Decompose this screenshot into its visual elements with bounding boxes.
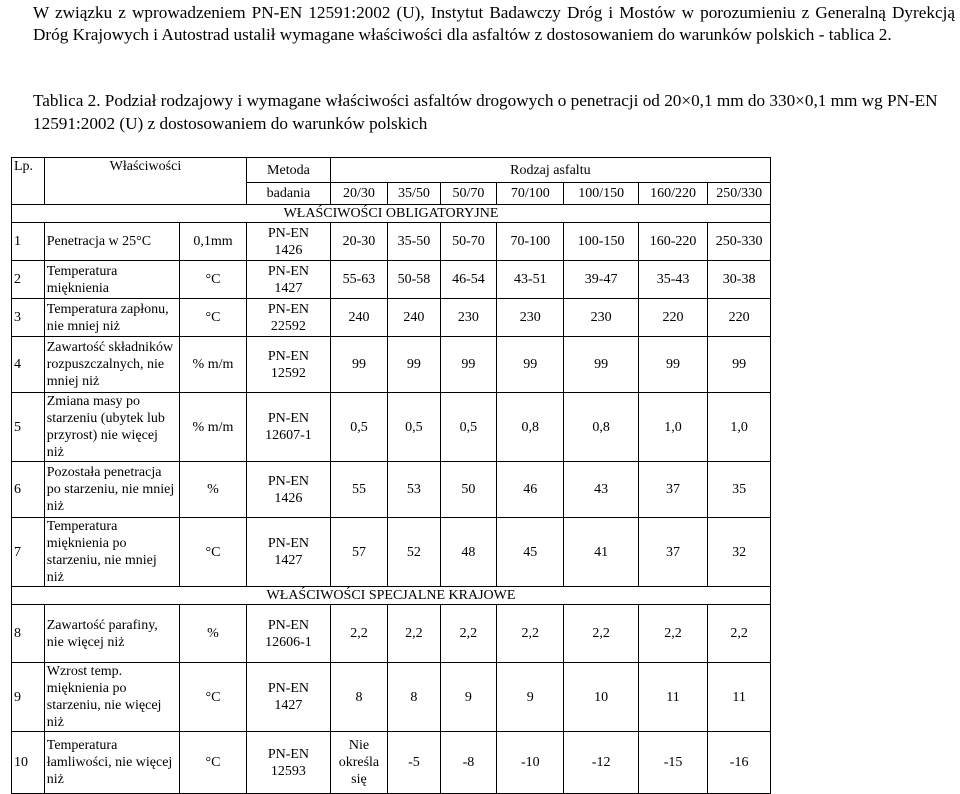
unit: °C [179,663,246,732]
grade-value: 99 [638,337,707,393]
grade-value: 57 [330,518,387,587]
header-method-2: badania [247,183,331,205]
section-title: WŁAŚCIWOŚCI SPECJALNE KRAJOWE [12,587,771,605]
unit: % [179,462,246,518]
grade-value: 99 [708,337,771,393]
unit: % m/m [179,393,246,462]
grade-header: 100/150 [564,183,638,205]
table-row [12,337,771,393]
grade-value: 41 [564,518,638,587]
grade-value: 0,5 [330,393,387,462]
row-number: 5 [12,393,45,462]
unit: °C [179,299,246,337]
test-method: PN-EN 1426 [247,462,331,518]
property-name: Temperatura mięknienia po starzeniu, nie mniej niż [44,518,179,587]
grade-value: 99 [497,337,564,393]
grade-value: 30-38 [708,261,771,299]
grade-value: 240 [388,299,441,337]
header-asphalt-type: Rodzaj asfaltu [330,158,770,183]
grade-header: 250/330 [708,183,771,205]
test-method: PN-EN 12607-1 [247,393,331,462]
grade-value: 230 [497,299,564,337]
table-row [12,732,771,794]
grade-value: 240 [330,299,387,337]
row-number: 1 [12,223,45,261]
grade-value: 39-47 [564,261,638,299]
grade-value: 37 [638,518,707,587]
row-number: 2 [12,261,45,299]
table-row [12,299,771,337]
section-title: WŁAŚCIWOŚCI OBLIGATORYJNE [12,205,771,223]
grade-header: 70/100 [497,183,564,205]
grade-value: 20-30 [330,223,387,261]
property-name: Zmiana masy po starzeniu (ubytek lub przyrost) nie więcej niż [44,393,179,462]
grade-value: 0,5 [440,393,496,462]
grade-value: 2,2 [497,605,564,663]
grade-header: 20/30 [330,183,387,205]
grade-value: -16 [708,732,771,794]
table-row [12,518,771,587]
row-number: 6 [12,462,45,518]
table-row [12,223,771,261]
row-number: 9 [12,663,45,732]
grade-value: 250-330 [708,223,771,261]
grade-value: -5 [388,732,441,794]
table-row [12,663,771,732]
grade-value: 50-58 [388,261,441,299]
unit: 0,1mm [179,223,246,261]
grade-value: 50-70 [440,223,496,261]
grade-value: 10 [564,663,638,732]
grade-value: 230 [564,299,638,337]
header-row-1 [12,158,771,183]
grade-value: 100-150 [564,223,638,261]
unit: % [179,605,246,663]
grade-value: 11 [638,663,707,732]
grade-value: Nie określa się [330,732,387,794]
grade-value: -10 [497,732,564,794]
grade-value: 37 [638,462,707,518]
test-method: PN-EN 1426 [247,223,331,261]
unit: °C [179,732,246,794]
grade-value: 99 [564,337,638,393]
grade-value: 2,2 [440,605,496,663]
header-method-1: Metoda [247,158,331,183]
grade-value: 55 [330,462,387,518]
test-method: PN-EN 12593 [247,732,331,794]
grade-value: 43 [564,462,638,518]
header-lp: Lp. [12,158,45,205]
grade-value: 220 [708,299,771,337]
unit: °C [179,261,246,299]
grade-value: 46-54 [440,261,496,299]
table-caption: Tablica 2. Podział rodzajowy i wymagane właściwości asfaltów drogowych o penetracji od 20×0,1 mm do 330×0,1 mm wg PN-EN 12591:2002 (U) z dostosowaniem do warunków polskich [33,91,938,133]
grade-value: 9 [497,663,564,732]
grade-value: 2,2 [330,605,387,663]
header-properties: Właściwości [44,158,246,205]
grade-value: 50 [440,462,496,518]
table-row [12,605,771,663]
row-number: 7 [12,518,45,587]
grade-value: 230 [440,299,496,337]
property-name: Wzrost temp. mięknienia po starzeniu, nie więcej niż [44,663,179,732]
grade-value: -8 [440,732,496,794]
intro-paragraph: W związku z wprowadzeniem PN-EN 12591:2002 (U), Instytut Badawczy Dróg i Mostów w porozumieniu z Generalną Dyrekcją Dróg Krajowych i Autostrad ustalił wymagane właściwości dla asfaltów z dostosowaniem do warunków polskich - tablica 2. [33,3,955,44]
grade-value: 48 [440,518,496,587]
grade-value: 55-63 [330,261,387,299]
property-name: Temperatura mięknienia [44,261,179,299]
table-row [12,462,771,518]
grade-value: 2,2 [708,605,771,663]
grade-value: 35 [708,462,771,518]
grade-value: 35-43 [638,261,707,299]
section-row [12,205,771,223]
test-method: PN-EN 1427 [247,518,331,587]
test-method: PN-EN 1427 [247,261,331,299]
table-row [12,261,771,299]
property-name: Zawartość parafiny, nie więcej niż [44,605,179,663]
grade-value: 11 [708,663,771,732]
grade-value: 52 [388,518,441,587]
section-row [12,587,771,605]
grade-value: 9 [440,663,496,732]
grade-value: -15 [638,732,707,794]
test-method: PN-EN 22592 [247,299,331,337]
test-method: PN-EN 12606-1 [247,605,331,663]
grade-value: 99 [440,337,496,393]
grade-value: 43-51 [497,261,564,299]
table-row [12,393,771,462]
row-number: 4 [12,337,45,393]
grade-value: 32 [708,518,771,587]
grade-header: 160/220 [638,183,707,205]
grade-value: 45 [497,518,564,587]
asphalt-properties-table [11,157,771,794]
grade-value: 1,0 [638,393,707,462]
row-number: 8 [12,605,45,663]
unit: °C [179,518,246,587]
property-name: Temperatura łamliwości, nie więcej niż [44,732,179,794]
grade-value: 46 [497,462,564,518]
grade-value: 70-100 [497,223,564,261]
grade-value: 0,8 [564,393,638,462]
grade-value: 2,2 [388,605,441,663]
grade-value: 35-50 [388,223,441,261]
test-method: PN-EN 12592 [247,337,331,393]
grade-value: 99 [330,337,387,393]
grade-value: 220 [638,299,707,337]
property-name: Pozostała penetracja po starzeniu, nie mniej niż [44,462,179,518]
grade-value: 99 [388,337,441,393]
property-name: Zawartość składników rozpuszczalnych, nie mniej niż [44,337,179,393]
test-method: PN-EN 1427 [247,663,331,732]
grade-value: 0,5 [388,393,441,462]
property-name: Temperatura zapłonu, nie mniej niż [44,299,179,337]
grade-value: 2,2 [638,605,707,663]
grade-header: 50/70 [440,183,496,205]
grade-value: 8 [330,663,387,732]
grade-value: -12 [564,732,638,794]
grade-header: 35/50 [388,183,441,205]
row-number: 3 [12,299,45,337]
grade-value: 160-220 [638,223,707,261]
grade-value: 1,0 [708,393,771,462]
property-name: Penetracja w 25°C [44,223,179,261]
grade-value: 0,8 [497,393,564,462]
grade-value: 8 [388,663,441,732]
grade-value: 53 [388,462,441,518]
row-number: 10 [12,732,45,794]
grade-value: 2,2 [564,605,638,663]
unit: % m/m [179,337,246,393]
